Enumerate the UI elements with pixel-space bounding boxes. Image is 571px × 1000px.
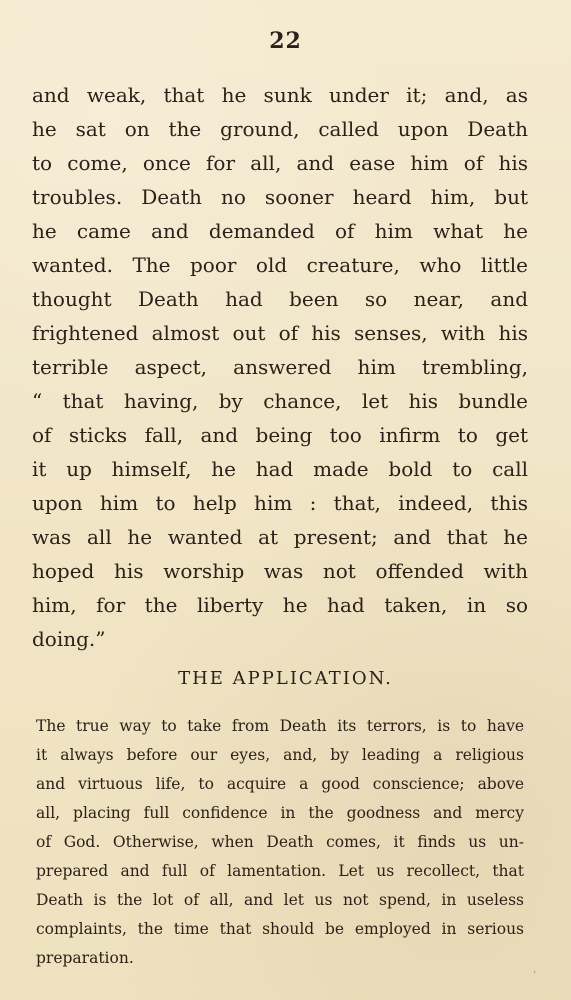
application-line-7: Death is the lot of all, and let us not spend, in useless: [36, 891, 524, 909]
application-heading: THE APPLICATION.: [178, 668, 393, 689]
application-line-8: complaints, the time that should be employed in serious: [36, 920, 524, 938]
story-text: [32, 78, 528, 656]
page-number: 22: [269, 28, 302, 54]
story-line-15: hoped his worship was not offended with: [32, 559, 528, 583]
story-line-12: it up himself, he had made bold to call: [32, 457, 528, 481]
application-line-5: of God. Otherwise, when Death comes, it finds us un-: [36, 833, 524, 851]
application-text: [36, 712, 524, 973]
paper-mark-icon: ʻ: [533, 970, 537, 981]
story-line-17: doing.”: [32, 627, 106, 651]
application-line-2: it always before our eyes, and, by leading a religious: [36, 746, 524, 764]
story-line-8: frightened almost out of his senses, with his: [32, 321, 528, 345]
story-line-2: he sat on the ground, called upon Death: [32, 117, 528, 141]
story-line-10: “ that having, by chance, let his bundle: [32, 389, 528, 413]
application-line-6: prepared and full of lamentation. Let us recollect, that: [36, 862, 524, 880]
story-line-11: of sticks fall, and being too infirm to get: [32, 423, 528, 447]
story-line-14: was all he wanted at present; and that he: [32, 525, 528, 549]
application-line-4: all, placing full confidence in the goodness and mercy: [36, 804, 524, 822]
story-line-6: wanted. The poor old creature, who little: [32, 253, 528, 277]
story-line-4: troubles. Death no sooner heard him, but: [32, 185, 528, 209]
story-line-5: he came and demanded of him what he: [32, 219, 528, 243]
story-line-7: thought Death had been so near, and: [32, 287, 528, 311]
application-line-3: and virtuous life, to acquire a good conscience; above: [36, 775, 524, 793]
story-line-1: and weak, that he sunk under it; and, as: [32, 83, 528, 107]
story-line-9: terrible aspect, answered him trembling,: [32, 355, 528, 379]
application-line-9: preparation.: [36, 949, 134, 967]
story-line-16: him, for the liberty he had taken, in so: [32, 593, 528, 617]
story-line-3: to come, once for all, and ease him of his: [32, 151, 528, 175]
application-line-1: The true way to take from Death its terrors, is to have: [36, 717, 524, 735]
story-line-13: upon him to help him : that, indeed, this: [32, 491, 528, 515]
